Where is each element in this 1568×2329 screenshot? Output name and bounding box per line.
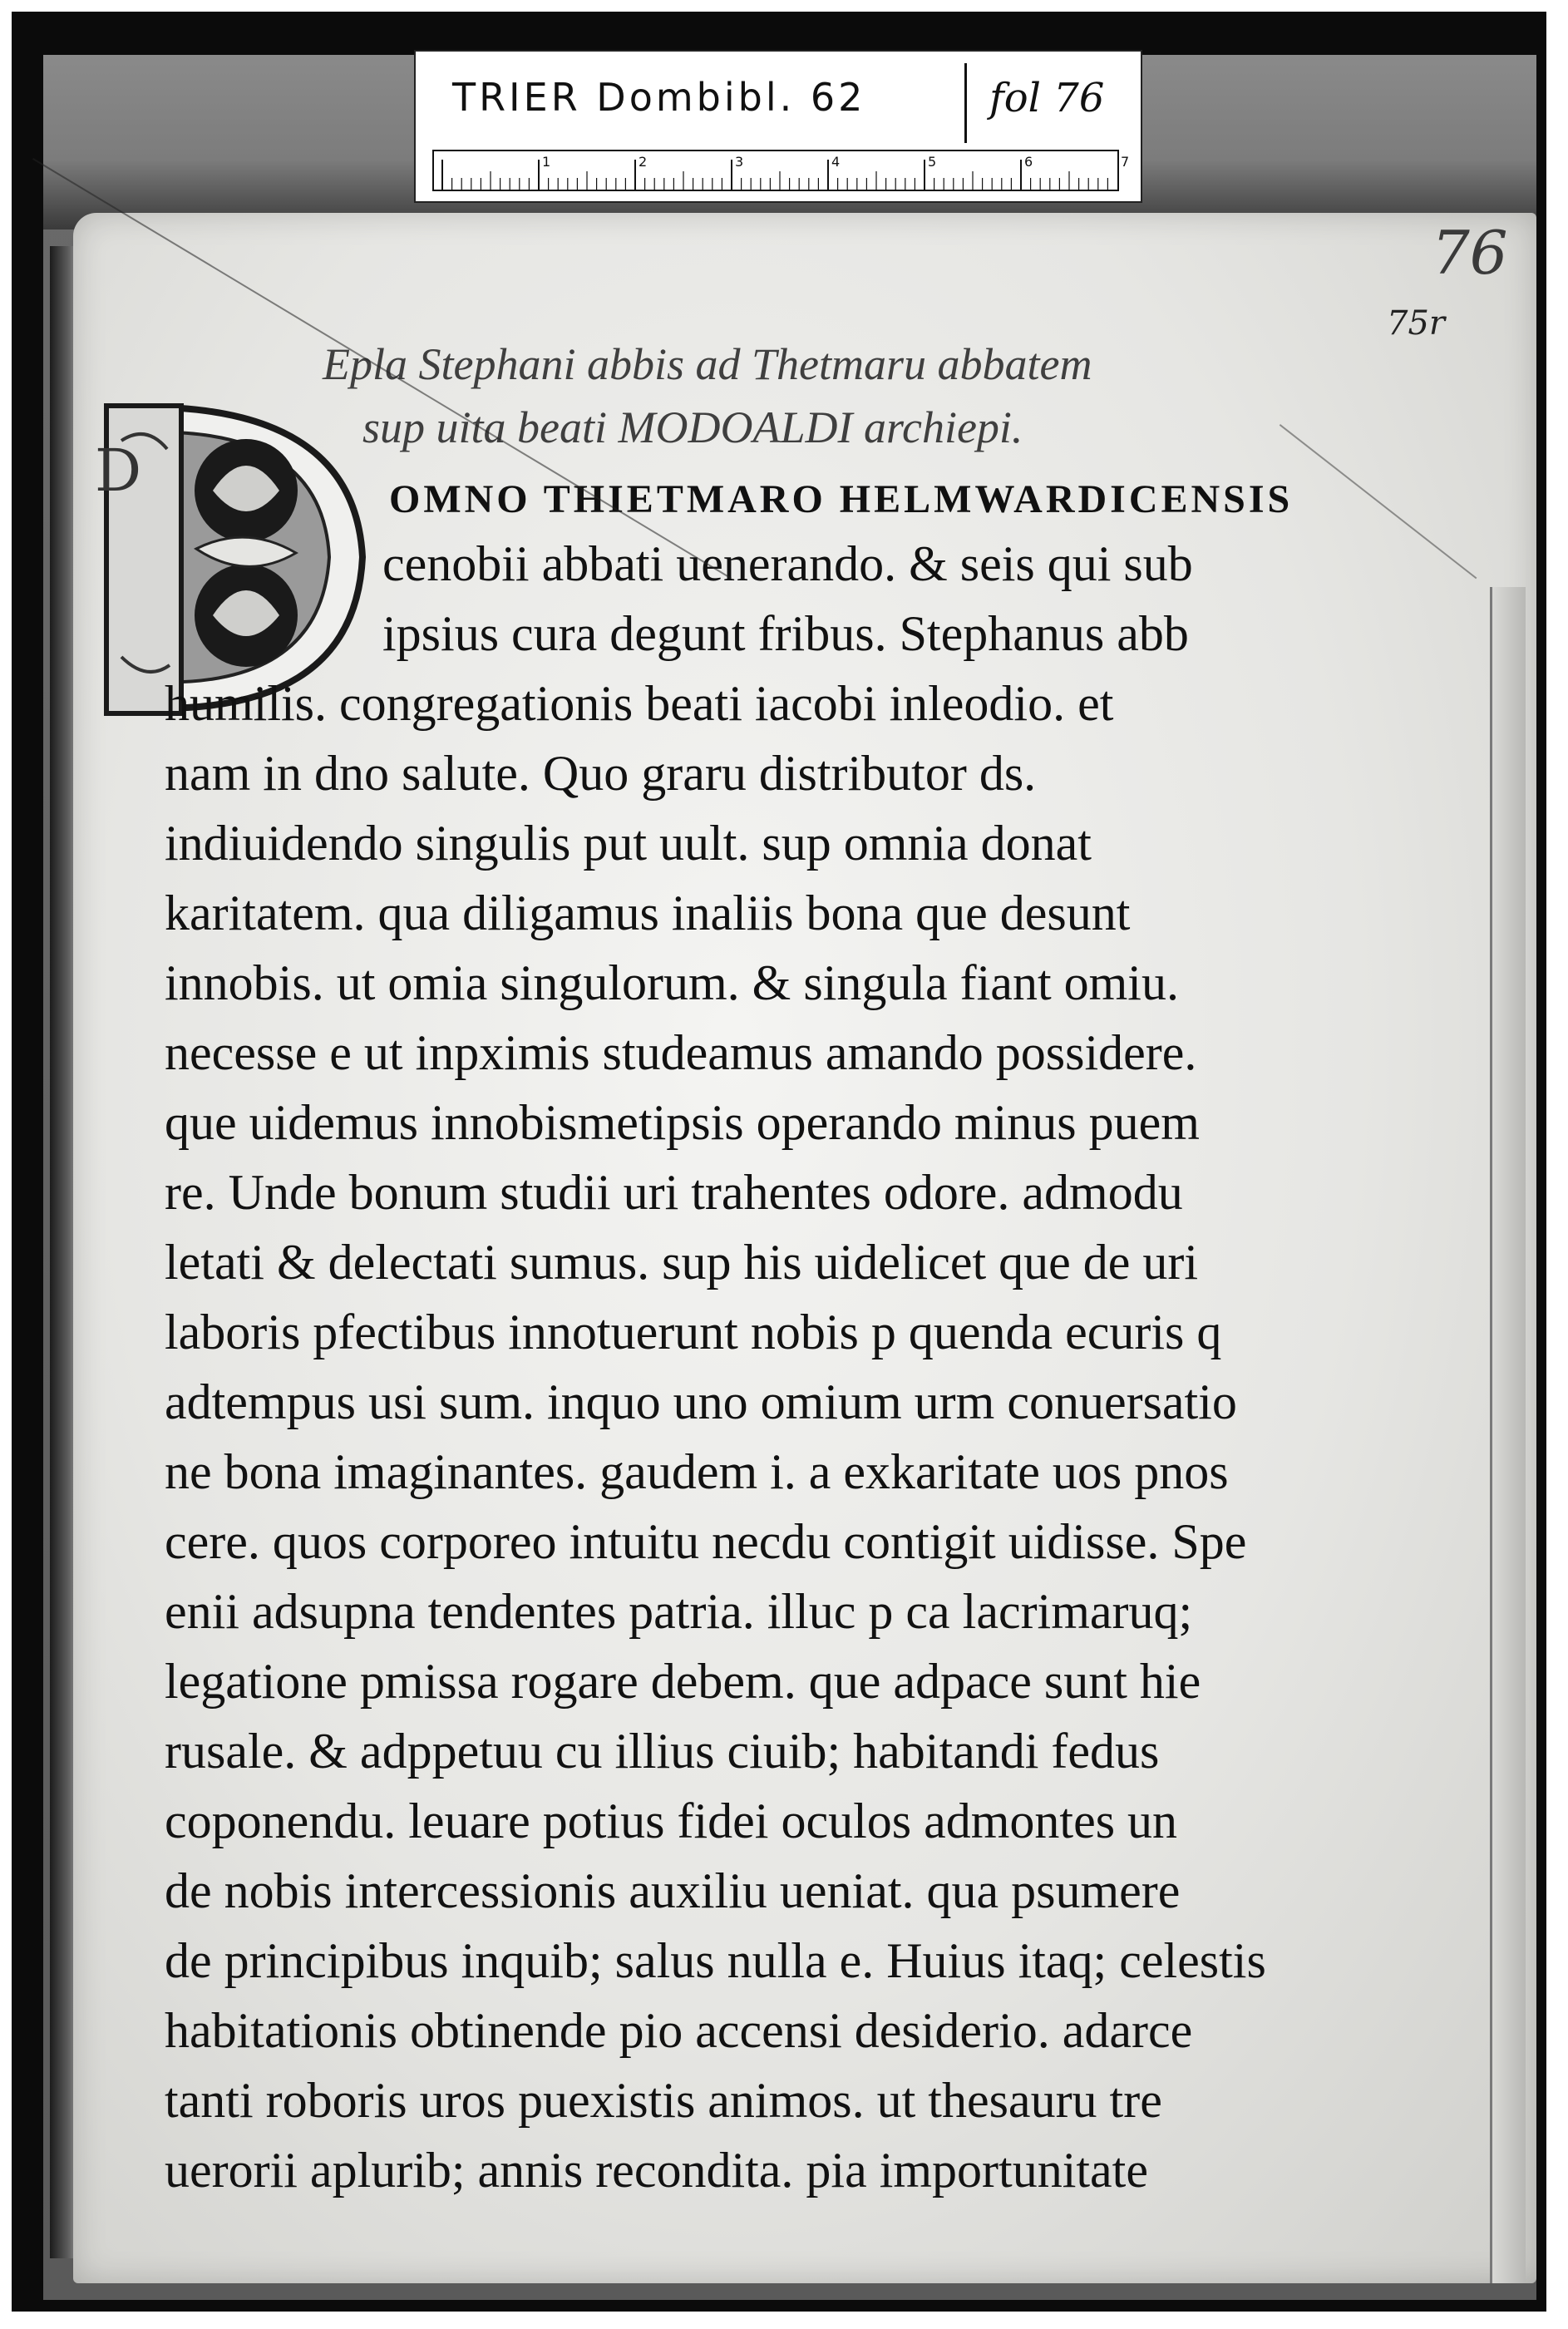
text-line: ne bona imaginantes. gaudem i. a exkaritate uos pnos — [165, 1444, 1229, 1499]
ruler-number: 3 — [735, 154, 744, 170]
label-folio: fol 76 — [989, 75, 1105, 121]
rubric-line: sup uita beati MODOALDI archiepi. — [362, 402, 1023, 452]
text-line: de principibus inquib; salus nulla e. Huius itaq; celestis — [165, 1933, 1266, 1988]
ruler-number: 4 — [831, 154, 841, 170]
text-line: enii adsupna tendentes patria. illuc p ca lacrimaruq; — [165, 1584, 1193, 1639]
label-divider — [964, 63, 967, 143]
text-line: ipsius cura degunt fribus. Stephanus abb — [382, 606, 1189, 661]
text-line: legatione pmissa rogare debem. que adpace sunt hie — [165, 1654, 1201, 1709]
text-line: cenobii abbati uenerando. & seis qui sub — [382, 536, 1193, 591]
text-line: de nobis intercessionis auxiliu ueniat. qua psumere — [165, 1863, 1181, 1918]
archive-label — [414, 50, 1142, 203]
text-line: cere. quos corporeo intuitu necdu contigit uidisse. Spe — [165, 1514, 1247, 1569]
text-line: laboris pfectibus innotuerunt nobis p quenda ecuris q — [165, 1305, 1222, 1359]
manuscript-text — [165, 333, 1428, 2205]
ruler-number: 6 — [1024, 154, 1033, 170]
text-line: uerorii aplurib; annis recondita. pia importunitate — [165, 2143, 1148, 2198]
text-line: rusale. & adppetuu cu illius ciuib; habitandi fedus — [165, 1724, 1160, 1779]
folio-number: 76 — [1432, 218, 1508, 288]
text-line: humilis. congregationis beati iacobi inleodio. et — [165, 676, 1114, 731]
text-line: re. Unde bonum studii uri trahentes odore. admodu — [165, 1165, 1183, 1220]
ruler-number: 7 — [1121, 154, 1130, 170]
scale-ruler — [432, 150, 1130, 191]
ruler-ticks — [434, 151, 1130, 190]
opening-capitals: OMNO THIETMARO HELMWARDICENSIS — [389, 477, 1294, 521]
text-line: indiuidendo singulis put uult. sup omnia donat — [165, 816, 1092, 871]
page-edge — [1490, 587, 1526, 2283]
text-line: necesse e ut inpximis studeamus amando possidere. — [165, 1025, 1197, 1080]
text-line: tanti roboris uros puexistis animos. ut thesauru tre — [165, 2073, 1162, 2128]
ruler-number: 1 — [542, 154, 551, 170]
ruler-number: 2 — [639, 154, 648, 170]
rubric-line: Epla Stephani abbis ad Thetmaru abbatem — [323, 339, 1092, 389]
text-line: que uidemus innobismetipsis operando minus puem — [165, 1095, 1200, 1150]
text-line: innobis. ut omia singulorum. & singula fiant omiu. — [165, 955, 1179, 1010]
text-line: habitationis obtinende pio accensi desiderio. adarce — [165, 2003, 1193, 2058]
text-line: letati & delectati sumus. sup his uidelicet que de uri — [165, 1235, 1199, 1290]
text-line: coponendu. leuare potius fidei oculos admontes un — [165, 1794, 1178, 1848]
ruler-number: 5 — [928, 154, 937, 170]
text-line: karitatem. qua diligamus inaliis bona que desunt — [165, 886, 1131, 940]
svg-text:D: D — [95, 437, 142, 505]
old-folio-number: 75r — [1387, 304, 1446, 343]
text-line: adtempus usi sum. inquo uno omium urm conuersatio — [165, 1374, 1237, 1429]
text-line: nam in dno salute. Quo graru distributor ds. — [165, 746, 1037, 801]
label-shelfmark: TRIER Dombibl. 62 — [452, 75, 866, 120]
